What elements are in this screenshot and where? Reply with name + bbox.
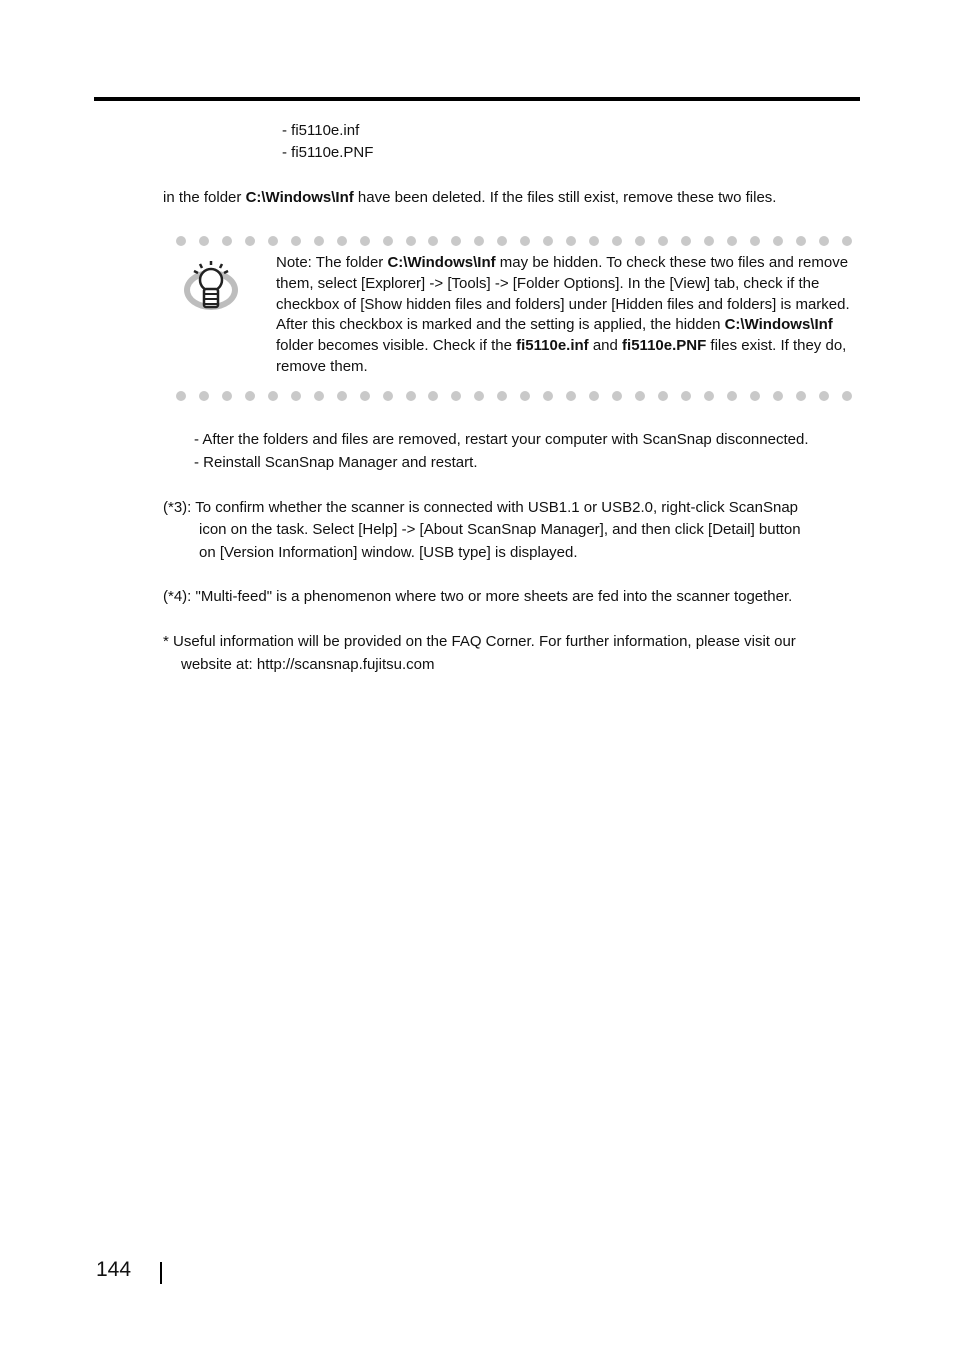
divider-dot — [474, 391, 484, 401]
divider-dot — [406, 391, 416, 401]
file-item-inf: - fi5110e.inf — [282, 122, 360, 139]
divider-dot — [635, 236, 645, 246]
divider-dot — [750, 236, 760, 246]
divider-dot — [635, 391, 645, 401]
divider-dot — [842, 236, 852, 246]
note-folder-path: C:\Windows\Inf — [724, 316, 833, 334]
divider-dot — [796, 236, 806, 246]
divider-dot — [268, 391, 278, 401]
note-text — [276, 253, 856, 378]
divider-dot — [819, 391, 829, 401]
divider-dot — [199, 391, 209, 401]
divider-dot — [222, 236, 232, 246]
divider-dot — [291, 236, 301, 246]
divider-dot — [291, 391, 301, 401]
footnote-3-line-2: icon on the task. Select [Help] -> [About ScanSnap Manager], and then click [Detail] button — [199, 521, 801, 538]
divider-dot — [773, 391, 783, 401]
divider-dot — [406, 236, 416, 246]
faq-line-1: * Useful information will be provided on the FAQ Corner. For further information, please visit our — [163, 633, 796, 650]
divider-dot — [383, 236, 393, 246]
divider-dot — [704, 236, 714, 246]
divider-dot — [842, 391, 852, 401]
divider-dot — [360, 391, 370, 401]
divider-dot — [543, 236, 553, 246]
folder-sentence-prefix: in the folder — [163, 189, 246, 206]
divider-dot — [589, 236, 599, 246]
divider-dot — [658, 391, 668, 401]
divider-dot — [497, 236, 507, 246]
divider-dot — [245, 391, 255, 401]
divider-dot — [176, 391, 186, 401]
note-text-part: folder becomes visible. Check if the — [276, 337, 517, 355]
divider-dot — [543, 391, 553, 401]
divider-dot — [383, 391, 393, 401]
note-text-part: files exist. If they do, remove them. — [276, 337, 847, 375]
divider-dot — [176, 236, 186, 246]
divider-dot — [199, 236, 209, 246]
divider-dot — [681, 236, 691, 246]
step-restart: - After the folders and files are removed, restart your computer with ScanSnap disconnected. — [194, 431, 809, 448]
divider-dot — [727, 391, 737, 401]
divider-dot — [750, 391, 760, 401]
footnote-4: (*4): "Multi-feed" is a phenomenon where two or more sheets are fed into the scanner together. — [163, 588, 793, 605]
note-file-pnf: fi5110e.PNF — [622, 337, 707, 355]
divider-dot — [451, 236, 461, 246]
divider-dot — [612, 236, 622, 246]
divider-dot — [589, 391, 599, 401]
divider-dot — [497, 391, 507, 401]
divider-dot — [314, 391, 324, 401]
divider-dot — [520, 236, 530, 246]
note-text-part: may be hidden. To check these two files and remove them, select [Explorer] -> [Tools] -> [Folder Options]. In the [View] tab, check if the checkbox of [Show hidden files and folders] under [Hidden files and folders] is marked. After this checkbox is marked and the setting is applied, the hidden — [276, 254, 850, 334]
note-folder-path: C:\Windows\Inf — [387, 254, 496, 271]
file-item-pnf: - fi5110e.PNF — [282, 144, 374, 161]
note-text-part: Note: The folder — [276, 254, 388, 271]
divider-dot — [360, 236, 370, 246]
folder-sentence-suffix: have been deleted. If the files still exist, remove these two files. — [353, 189, 777, 206]
folder-sentence — [163, 188, 776, 208]
note-bottom-dotted-divider — [176, 390, 852, 402]
page-number-rule — [160, 1262, 162, 1284]
note-file-inf: fi5110e.inf — [516, 337, 589, 355]
divider-dot — [337, 391, 347, 401]
divider-dot — [268, 236, 278, 246]
divider-dot — [681, 391, 691, 401]
note-text-part: and — [588, 337, 623, 355]
step-reinstall: - Reinstall ScanSnap Manager and restart. — [194, 454, 478, 471]
divider-dot — [704, 391, 714, 401]
lightbulb-hint-icon — [180, 256, 242, 318]
divider-dot — [222, 391, 232, 401]
note-top-dotted-divider — [176, 235, 852, 247]
divider-dot — [245, 236, 255, 246]
header-rule — [94, 97, 860, 101]
divider-dot — [337, 236, 347, 246]
divider-dot — [819, 236, 829, 246]
page-number: 144 — [96, 1258, 132, 1281]
divider-dot — [566, 391, 576, 401]
divider-dot — [566, 236, 576, 246]
divider-dot — [612, 391, 622, 401]
divider-dot — [428, 236, 438, 246]
divider-dot — [474, 236, 484, 246]
faq-line-2: website at: http://scansnap.fujitsu.com — [181, 656, 435, 673]
divider-dot — [658, 236, 668, 246]
folder-path: C:\Windows\Inf — [245, 189, 354, 206]
divider-dot — [451, 391, 461, 401]
divider-dot — [314, 236, 324, 246]
divider-dot — [520, 391, 530, 401]
footnote-3-line-1: (*3): To confirm whether the scanner is connected with USB1.1 or USB2.0, right-click ScanSnap — [163, 499, 799, 516]
footnote-3-line-3: on [Version Information] window. [USB type] is displayed. — [199, 544, 578, 561]
divider-dot — [796, 391, 806, 401]
divider-dot — [727, 236, 737, 246]
divider-dot — [773, 236, 783, 246]
divider-dot — [428, 391, 438, 401]
